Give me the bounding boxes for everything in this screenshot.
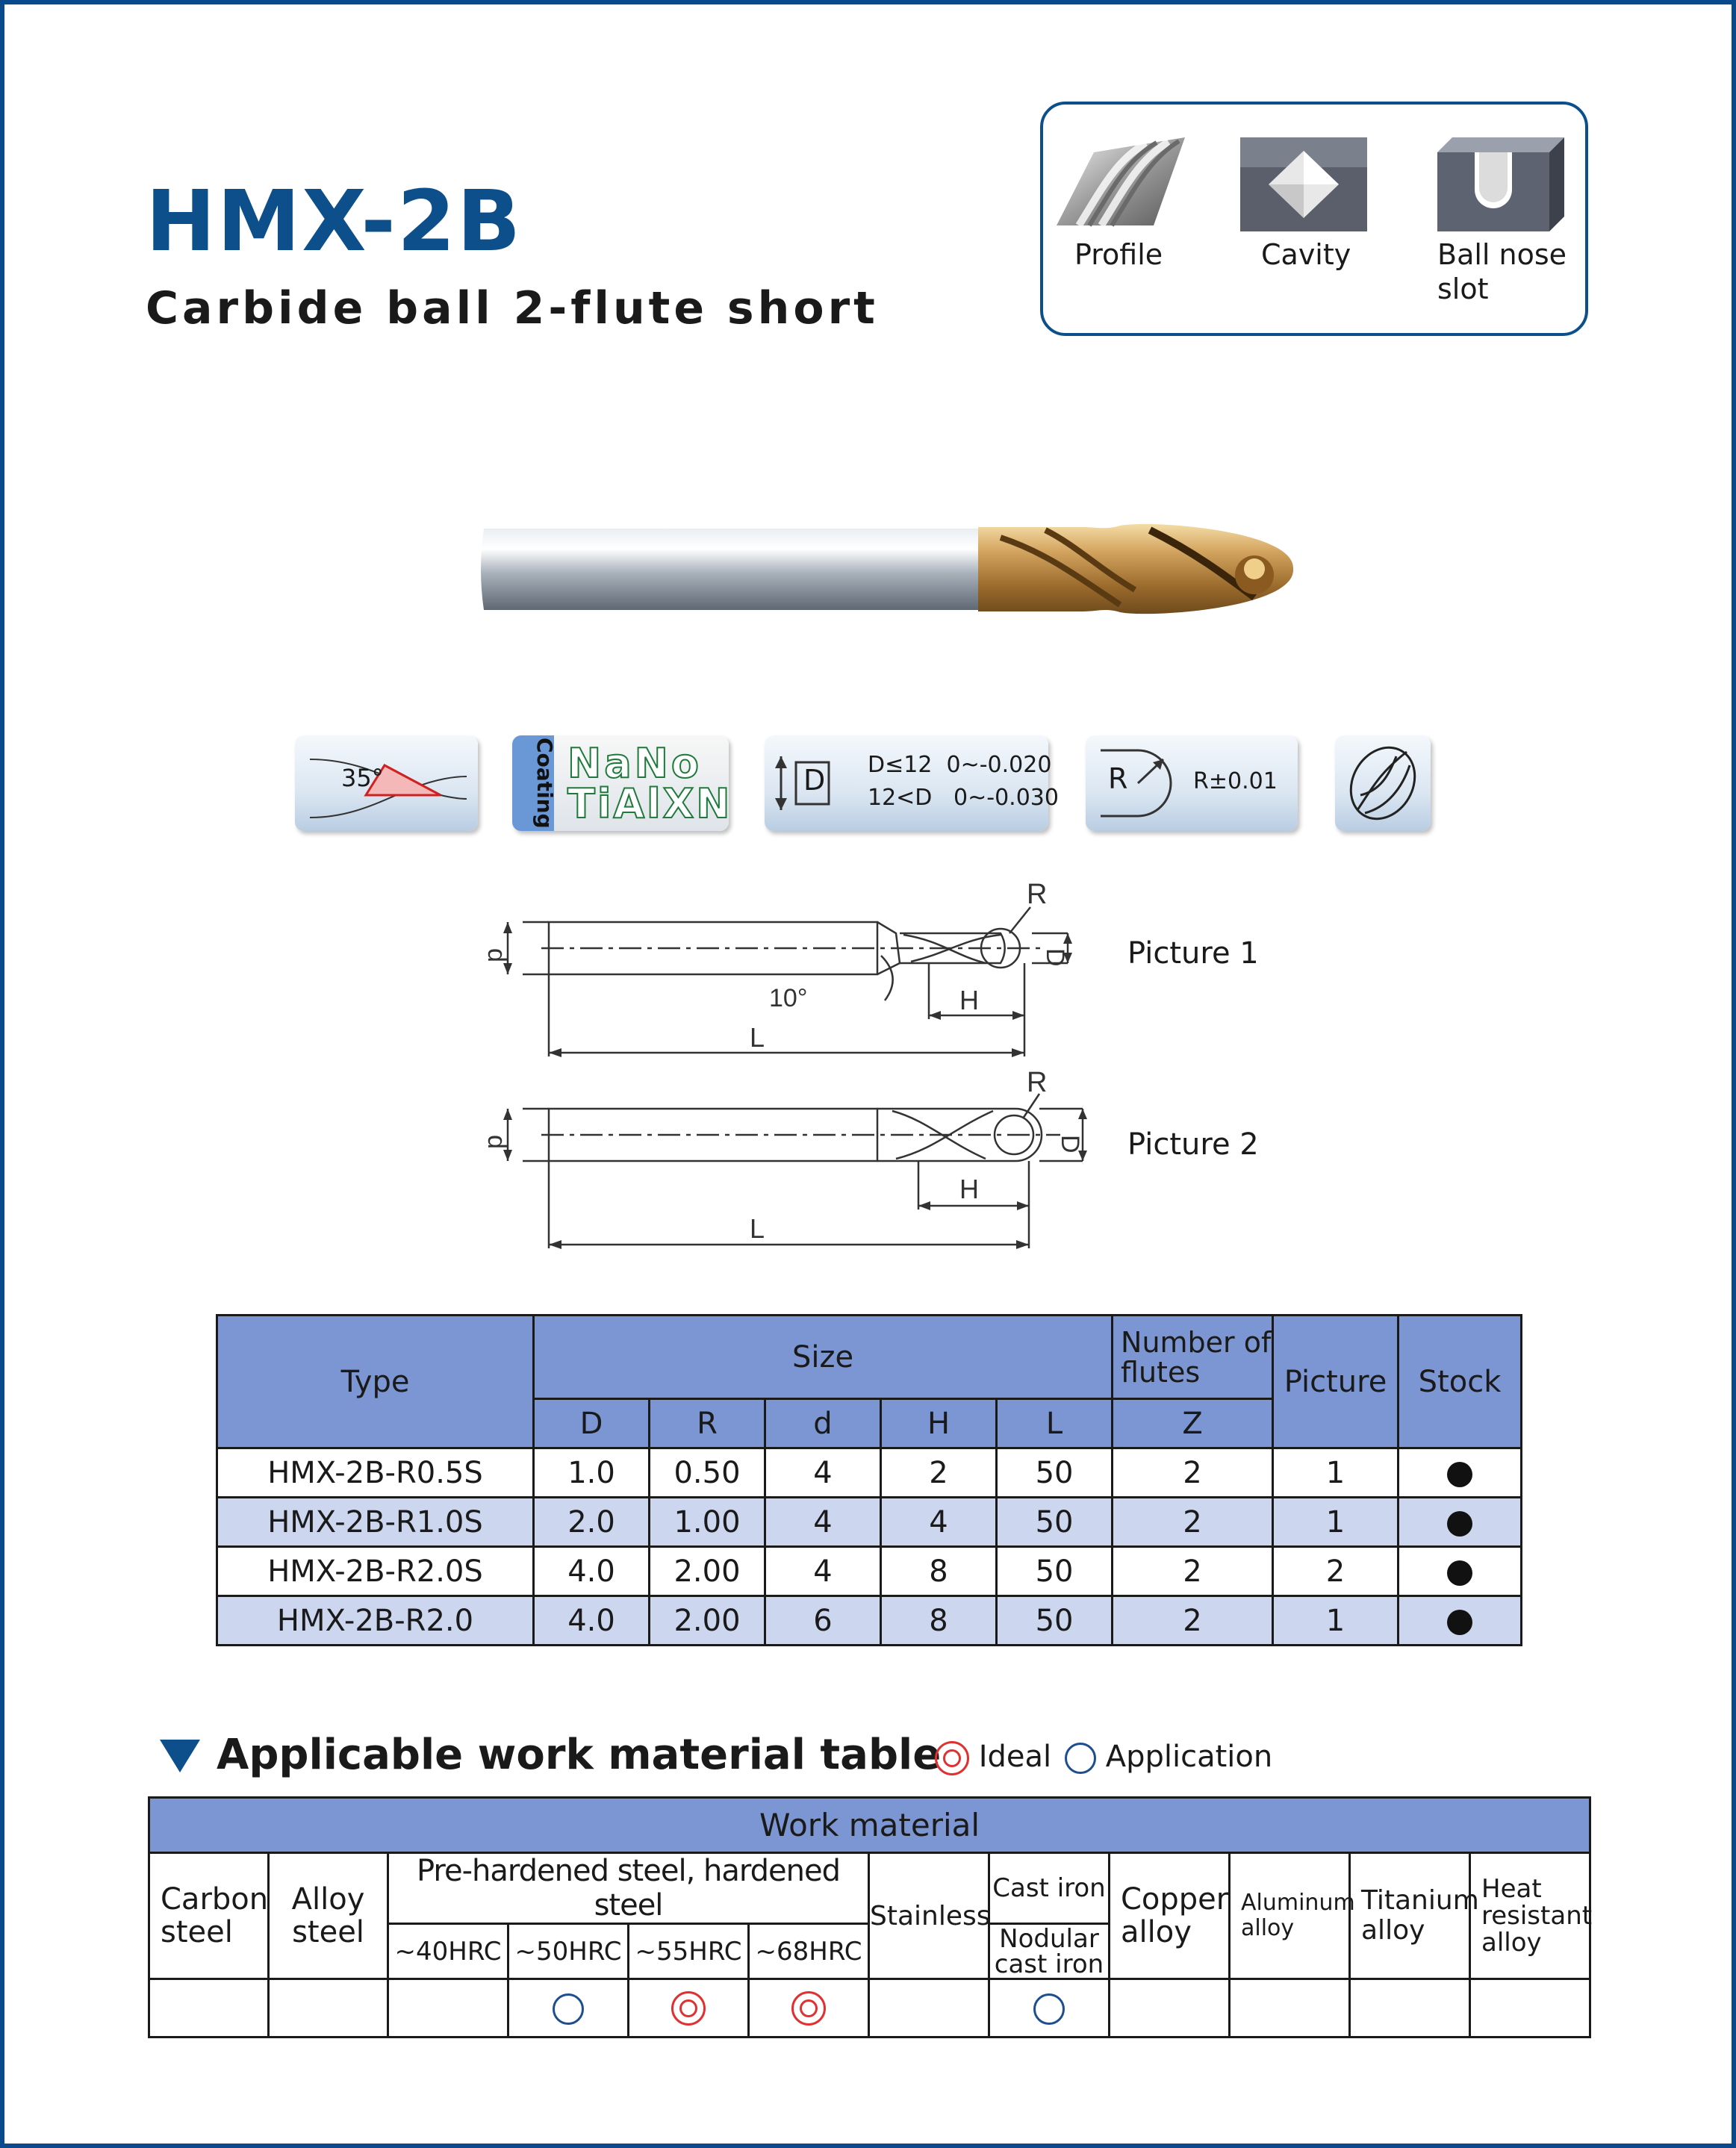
helix-angle-icon <box>295 735 478 831</box>
coating-name-tialxn: TiAlXN <box>567 780 732 827</box>
application-icon <box>553 1993 584 2025</box>
hrc-68-header: ~68HRC <box>749 1924 869 1979</box>
technical-drawings <box>478 881 1090 1269</box>
drawing2-L-label: L <box>750 1213 765 1244</box>
application-ball-nose-slot-label: Ball nose slot <box>1437 238 1567 305</box>
aluminum-alloy-header: Aluminum alloy <box>1230 1853 1350 1979</box>
material-section-title: Applicable work material table <box>217 1731 942 1779</box>
col-type: Type <box>217 1316 534 1448</box>
application-cavity <box>1240 137 1397 234</box>
application-icon <box>1033 1993 1065 2025</box>
rating-hrc-55 <box>629 1979 749 2038</box>
radius-tolerance-badge <box>1086 735 1298 831</box>
drawing2-R-label: R <box>1027 1067 1048 1098</box>
rating-stainless <box>869 1979 989 2038</box>
spec-table <box>216 1314 1522 1646</box>
drawing2-H-label: H <box>959 1174 979 1204</box>
prehardened-header: Pre-hardened steel, hardened steel <box>388 1853 869 1924</box>
radius-symbol: R <box>1108 762 1128 795</box>
radius-icon <box>1086 735 1183 831</box>
radius-tolerance: R±0.01 <box>1193 768 1278 794</box>
table-row: HMX-2B-R1.0S 2.0 1.00 4 4 50 2 1 <box>217 1498 1522 1547</box>
col-L: L <box>997 1399 1113 1448</box>
diameter-icon <box>765 735 839 831</box>
ideal-icon <box>671 1991 706 2026</box>
page-title: HMX-2B <box>146 173 523 270</box>
stainless-header: Stainless <box>869 1853 989 1979</box>
tolerance-line-1: D≤12 0~-0.020 <box>868 752 1052 778</box>
col-size: Size <box>534 1316 1113 1399</box>
material-table <box>148 1796 1591 2038</box>
drawing1-D-label: D <box>1041 948 1069 967</box>
nodular-cast-iron-header: Nodular cast iron <box>989 1924 1110 1979</box>
titanium-alloy-header: Titanium alloy <box>1350 1853 1470 1979</box>
drawing1-angle-label: 10° <box>769 984 808 1012</box>
drawing1-R-label: R <box>1027 881 1048 910</box>
picture-2-label: Picture 2 <box>1127 1127 1259 1162</box>
application-profile-label: Profile <box>1074 238 1163 271</box>
diameter-symbol: D <box>803 764 826 797</box>
rating-hrc-40 <box>388 1979 508 2038</box>
tolerance-line-2: 12<D 0~-0.030 <box>868 785 1059 811</box>
material-rating-row <box>149 1979 1590 2038</box>
application-ball-nose-slot <box>1437 137 1594 234</box>
rating-carbon-steel <box>149 1979 269 2038</box>
application-profile <box>1057 137 1213 236</box>
profile-icon <box>1057 137 1185 233</box>
drawing1-L-label: L <box>750 1022 765 1053</box>
coating-label: Coating <box>532 738 557 829</box>
heat-resistant-header: Heat resistant alloy <box>1470 1853 1590 1979</box>
application-icon <box>1065 1743 1096 1774</box>
helix-angle-value: 35° <box>341 764 384 792</box>
picture-1-label: Picture 1 <box>1127 936 1259 971</box>
rating-hrc-50 <box>508 1979 629 2038</box>
hrc-50-header: ~50HRC <box>508 1924 629 1979</box>
stock-dot-icon <box>1447 1560 1472 1586</box>
alloy-steel-header: Alloy steel <box>269 1853 388 1979</box>
rating-titanium <box>1350 1979 1470 2038</box>
work-material-header: Work material <box>149 1798 1590 1853</box>
col-d: d <box>765 1399 881 1448</box>
rating-alloy-steel <box>269 1979 388 2038</box>
drawing1-d-label: d <box>482 948 511 962</box>
col-R: R <box>650 1399 765 1448</box>
rating-hrc-68 <box>749 1979 869 2038</box>
drawing1-H-label: H <box>959 985 979 1015</box>
end-mill-illustration <box>478 523 1299 616</box>
ball-nose-slot-icon <box>1437 137 1564 231</box>
page-subtitle: Carbide ball 2-flute short <box>146 282 879 334</box>
section-triangle-icon <box>160 1740 200 1772</box>
stock-dot-icon <box>1447 1511 1472 1537</box>
ideal-icon <box>791 1991 826 2026</box>
hrc-55-header: ~55HRC <box>629 1924 749 1979</box>
rating-cast-iron <box>989 1979 1110 2038</box>
rating-heat-resistant <box>1470 1979 1590 2038</box>
legend-application: Application <box>1065 1740 1272 1774</box>
cavity-icon <box>1240 137 1367 231</box>
hrc-40-header: ~40HRC <box>388 1924 508 1979</box>
col-stock: Stock <box>1399 1316 1522 1448</box>
helix-angle-badge <box>295 735 478 831</box>
cast-iron-header: Cast iron <box>989 1853 1110 1924</box>
table-row: HMX-2B-R2.0 4.0 2.00 6 8 50 2 1 <box>217 1596 1522 1646</box>
stock-dot-icon <box>1447 1462 1472 1487</box>
ideal-icon <box>935 1741 969 1775</box>
col-flutes: Number of flutes <box>1113 1316 1273 1399</box>
coating-badge <box>512 735 732 831</box>
legend-ideal: Ideal <box>935 1740 1051 1775</box>
coating-name-nano: NaNo <box>567 740 702 787</box>
applications-panel <box>1040 102 1588 336</box>
rating-copper <box>1110 1979 1230 2038</box>
carbon-steel-header: Carbon steel <box>149 1853 269 1979</box>
copper-alloy-header: Copper alloy <box>1110 1853 1230 1979</box>
col-Z: Z <box>1113 1399 1273 1448</box>
col-D: D <box>534 1399 650 1448</box>
col-H: H <box>881 1399 997 1448</box>
flute-type-badge <box>1335 735 1431 831</box>
application-cavity-label: Cavity <box>1261 238 1351 271</box>
table-row: HMX-2B-R0.5S 1.0 0.50 4 2 50 2 1 <box>217 1448 1522 1498</box>
diameter-tolerance-badge <box>765 735 1059 831</box>
rating-aluminum <box>1230 1979 1350 2038</box>
drawing2-D-label: D <box>1056 1135 1084 1154</box>
table-row: HMX-2B-R2.0S 4.0 2.00 4 8 50 2 2 <box>217 1547 1522 1596</box>
stock-dot-icon <box>1447 1610 1472 1635</box>
two-flute-icon <box>1335 735 1431 831</box>
col-picture: Picture <box>1273 1316 1399 1448</box>
drawing2-d-label: d <box>482 1135 511 1149</box>
